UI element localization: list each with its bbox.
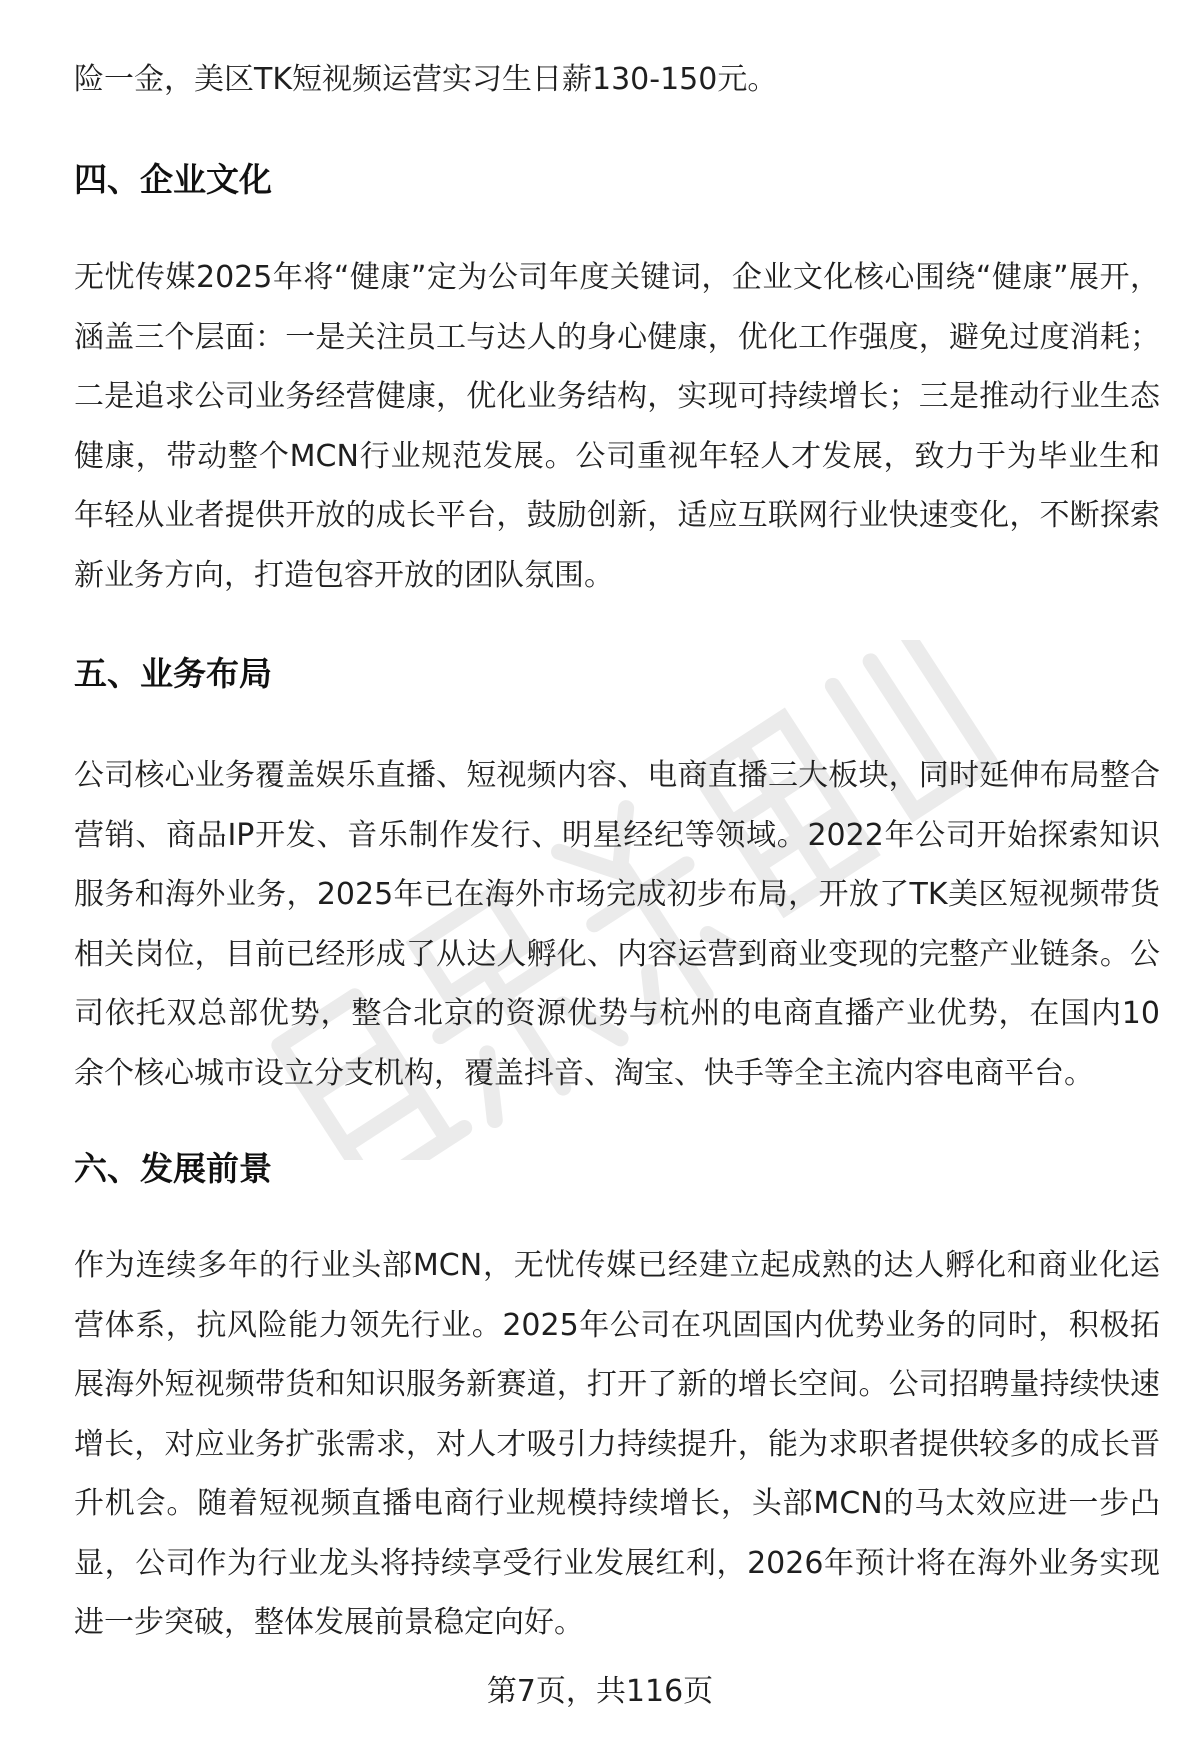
section-body-prospects: 作为连续多年的行业头部MCN，无忧传媒已经建立起成熟的达人孵化和商业化运营体系，抗风险能力领先行业。2025年公司在巩固国内优势业务的同时，积极拓展海外短视频带货和知识服务新赛道，打开了新的增长空间。公司招聘量持续快速增长，对应业务扩张需求，对人才吸引力持续提升，能为求职者提供较多的成长晋升机会。随着短视频直播电商行业规模持续增长，头部MCN的马太效应进一步凸显，公司作为行业龙头将持续享受行业发展红利，2026年预计将在海外业务实现进一步突破，整体发展前景稳定向好。 bbox=[74, 1248, 1160, 1640]
section-body-culture: 无忧传媒2025年将“健康”定为公司年度关键词，企业文化核心围绕“健康”展开，涵盖三个层面：一是关注员工与达人的身心健康，优化工作强度，避免过度消耗；二是追求公司业务经营健康，优化业务结构，实现可持续增长；三是推动行业生态健康，带动整个MCN行业规范发展。公司重视年轻人才发展，致力于为毕业生和年轻从业者提供开放的成长平台，鼓励创新，适应互联网行业快速变化，不断探索新业务方向，打造包容开放的团队氛围。 bbox=[74, 260, 1160, 593]
page-number-footer: 第7页，共116页 bbox=[486, 1674, 714, 1709]
section-heading-prospects: 六、发展前景 bbox=[74, 1149, 272, 1188]
document-page bbox=[74, 0, 1160, 1755]
section-heading-culture: 四、企业文化 bbox=[74, 160, 272, 199]
section-heading-business: 五、业务布局 bbox=[74, 654, 272, 693]
section-body-business: 公司核心业务覆盖娱乐直播、短视频内容、电商直播三大板块，同时延伸布局整合营销、商品IP开发、音乐制作发行、明星经纪等领域。2022年公司开始探索知识服务和海外业务，2025年已在海外市场完成初步布局，开放了TK美区短视频带货相关岗位，目前已经形成了从达人孵化、内容运营到商业变现的完整产业链条。公司依托双总部优势，整合北京的资源优势与杭州的电商直播产业优势，在国内10余个核心城市设立分支机构，覆盖抖音、淘宝、快手等全主流内容电商平台。 bbox=[74, 758, 1160, 1091]
intro-paragraph: 险一金，美区TK短视频运营实习生日薪130-150元。 bbox=[74, 62, 778, 97]
